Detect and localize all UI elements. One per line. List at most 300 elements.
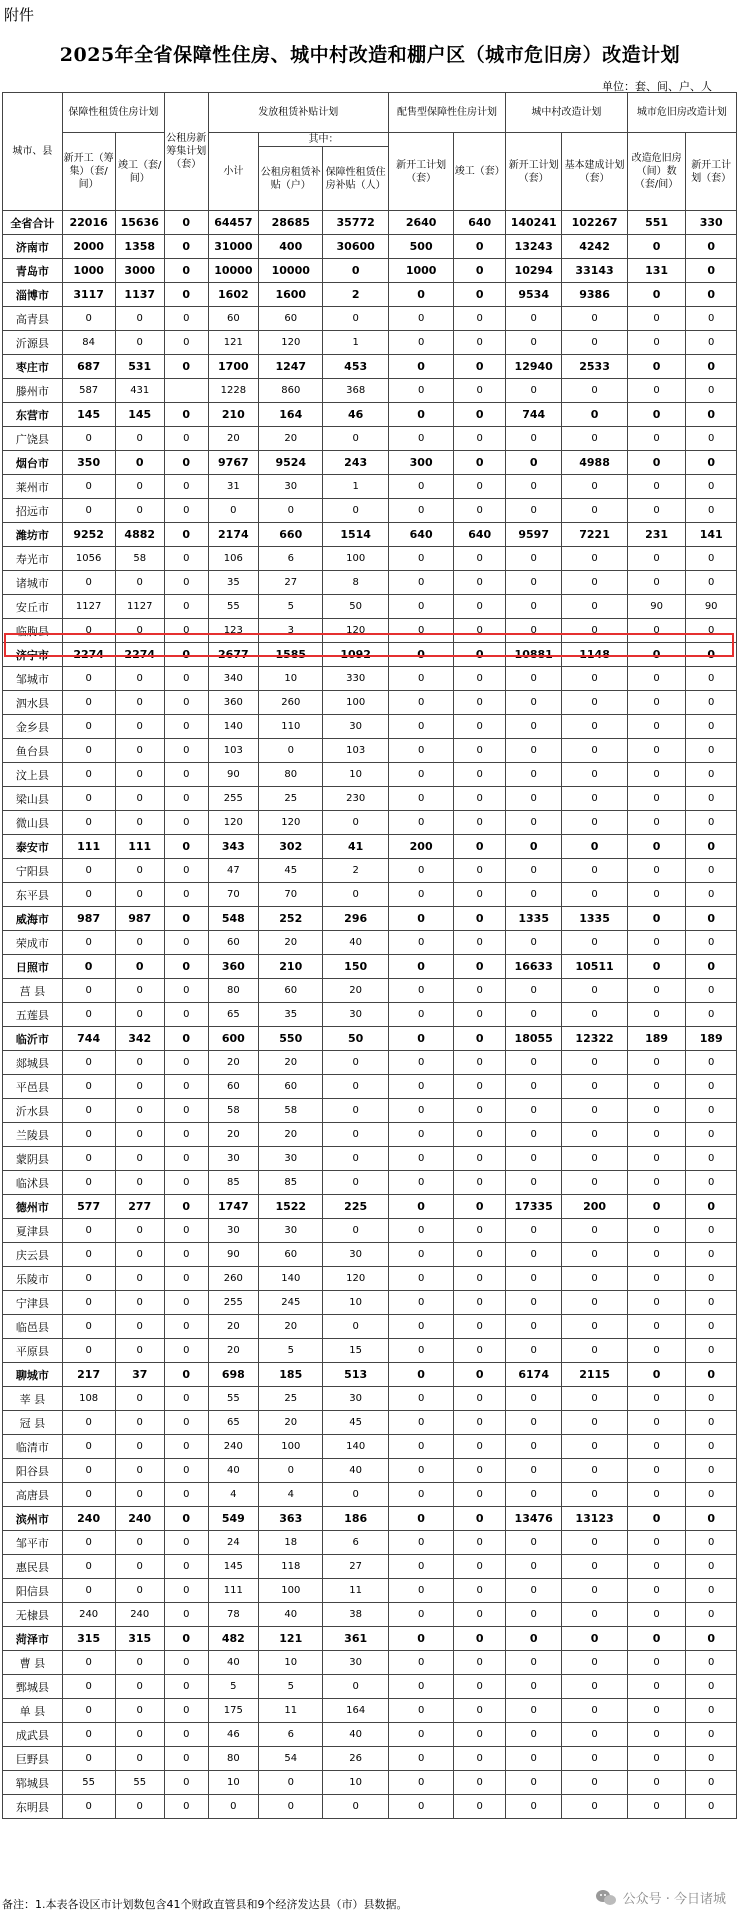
city-row: [3, 523, 737, 547]
subsidy-public-cell: 27: [259, 571, 323, 595]
rental-new-cell: 0: [62, 571, 115, 595]
old-num-cell: 0: [627, 1099, 686, 1123]
county-row: [3, 1411, 737, 1435]
old-new-cell: 0: [686, 1339, 737, 1363]
header-subsidy-public: 公租房租赁补贴（户）: [259, 147, 323, 211]
rental-new-cell: 0: [62, 667, 115, 691]
village-built-cell: 0: [562, 1051, 627, 1075]
old-new-cell: 0: [686, 763, 737, 787]
allot-done-cell: 0: [454, 667, 506, 691]
old-num-cell: 0: [627, 1411, 686, 1435]
village-built-cell: 0: [562, 1747, 627, 1771]
rental-done-cell: 0: [115, 1243, 164, 1267]
allot-new-cell: 0: [388, 1243, 453, 1267]
region-name-cell: 临沭县: [3, 1171, 63, 1195]
subsidy-public-cell: 1600: [259, 283, 323, 307]
village-new-cell: 0: [506, 1531, 562, 1555]
village-new-cell: 0: [506, 859, 562, 883]
allot-new-cell: 0: [388, 1387, 453, 1411]
old-new-cell: 0: [686, 1267, 737, 1291]
rental-done-cell: 0: [115, 739, 164, 763]
subsidy-public-cell: 60: [259, 307, 323, 331]
county-row: [3, 1675, 737, 1699]
public-new-cell: 0: [164, 1747, 208, 1771]
subsidy-total-cell: 1602: [208, 283, 259, 307]
rental-done-cell: 145: [115, 403, 164, 427]
region-name-cell: 济南市: [3, 235, 63, 259]
allot-done-cell: 0: [454, 1003, 506, 1027]
allot-done-cell: 0: [454, 691, 506, 715]
public-new-cell: 0: [164, 1339, 208, 1363]
allot-new-cell: 2640: [388, 211, 453, 235]
allot-new-cell: 0: [388, 1675, 453, 1699]
subsidy-total-cell: 90: [208, 763, 259, 787]
header-subsidy-total: 小计: [208, 133, 259, 211]
subsidy-total-cell: 2174: [208, 523, 259, 547]
county-row: [3, 1651, 737, 1675]
public-new-cell: 0: [164, 691, 208, 715]
rental-new-cell: 240: [62, 1603, 115, 1627]
allot-new-cell: 0: [388, 283, 453, 307]
old-num-cell: 0: [627, 427, 686, 451]
subsidy-public-cell: 20: [259, 1315, 323, 1339]
subsidy-rental-cell: 30: [323, 1387, 388, 1411]
county-row: [3, 1603, 737, 1627]
rental-done-cell: 0: [115, 811, 164, 835]
subsidy-total-cell: 1747: [208, 1195, 259, 1219]
region-name-cell: 乐陵市: [3, 1267, 63, 1291]
allot-done-cell: 0: [454, 235, 506, 259]
old-num-cell: 0: [627, 1435, 686, 1459]
village-new-cell: 0: [506, 1603, 562, 1627]
allot-new-cell: 0: [388, 1267, 453, 1291]
old-num-cell: 0: [627, 787, 686, 811]
old-num-cell: 0: [627, 1387, 686, 1411]
public-new-cell: 0: [164, 1459, 208, 1483]
allot-new-cell: 0: [388, 1363, 453, 1387]
header-old-new: 新开工计划（套）: [686, 133, 737, 211]
rental-new-cell: 0: [62, 1315, 115, 1339]
subsidy-total-cell: 343: [208, 835, 259, 859]
old-new-cell: 0: [686, 1411, 737, 1435]
county-row: [3, 1267, 737, 1291]
region-name-cell: 菏泽市: [3, 1627, 63, 1651]
subsidy-rental-cell: 0: [323, 1051, 388, 1075]
county-row: [3, 595, 737, 619]
region-name-cell: 郯城县: [3, 1051, 63, 1075]
subsidy-public-cell: 400: [259, 235, 323, 259]
county-row: [3, 1243, 737, 1267]
region-name-cell: 单 县: [3, 1699, 63, 1723]
header-village-group: 城中村改造计划: [506, 93, 628, 133]
rental-new-cell: 0: [62, 931, 115, 955]
subsidy-public-cell: 302: [259, 835, 323, 859]
allot-done-cell: 0: [454, 955, 506, 979]
village-built-cell: 0: [562, 1339, 627, 1363]
county-row: [3, 1795, 737, 1819]
allot-done-cell: 0: [454, 1171, 506, 1195]
rental-new-cell: 0: [62, 1435, 115, 1459]
old-num-cell: 0: [627, 811, 686, 835]
village-new-cell: 0: [506, 1147, 562, 1171]
subsidy-rental-cell: 30600: [323, 235, 388, 259]
region-name-cell: 威海市: [3, 907, 63, 931]
old-new-cell: 0: [686, 1651, 737, 1675]
subsidy-rental-cell: 26: [323, 1747, 388, 1771]
subsidy-rental-cell: 38: [323, 1603, 388, 1627]
public-new-cell: 0: [164, 979, 208, 1003]
county-row: [3, 787, 737, 811]
region-name-cell: 五莲县: [3, 1003, 63, 1027]
region-name-cell: 滨州市: [3, 1507, 63, 1531]
rental-done-cell: 0: [115, 427, 164, 451]
subsidy-rental-cell: 30: [323, 715, 388, 739]
public-new-cell: 0: [164, 451, 208, 475]
region-name-cell: 微山县: [3, 811, 63, 835]
village-built-cell: 0: [562, 619, 627, 643]
rental-done-cell: 0: [115, 1531, 164, 1555]
region-name-cell: 平原县: [3, 1339, 63, 1363]
allot-new-cell: 0: [388, 331, 453, 355]
county-row: [3, 379, 737, 403]
public-new-cell: 0: [164, 883, 208, 907]
village-new-cell: 0: [506, 427, 562, 451]
old-num-cell: 0: [627, 691, 686, 715]
allot-done-cell: 0: [454, 1123, 506, 1147]
old-num-cell: 0: [627, 1219, 686, 1243]
region-name-cell: 东明县: [3, 1795, 63, 1819]
subsidy-public-cell: 18: [259, 1531, 323, 1555]
public-new-cell: 0: [164, 907, 208, 931]
subsidy-public-cell: 30: [259, 475, 323, 499]
city-row: [3, 1363, 737, 1387]
village-new-cell: 0: [506, 1291, 562, 1315]
old-new-cell: 0: [686, 427, 737, 451]
subsidy-total-cell: 20: [208, 1051, 259, 1075]
region-name-cell: 夏津县: [3, 1219, 63, 1243]
allot-new-cell: 0: [388, 1123, 453, 1147]
subsidy-public-cell: 10: [259, 667, 323, 691]
allot-new-cell: 0: [388, 787, 453, 811]
public-new-cell: 0: [164, 763, 208, 787]
village-new-cell: 0: [506, 1219, 562, 1243]
rental-new-cell: 0: [62, 1243, 115, 1267]
region-name-cell: 金乡县: [3, 715, 63, 739]
village-new-cell: 0: [506, 691, 562, 715]
village-new-cell: 0: [506, 619, 562, 643]
county-row: [3, 1435, 737, 1459]
subsidy-public-cell: 0: [259, 1771, 323, 1795]
allot-done-cell: 0: [454, 931, 506, 955]
rental-new-cell: 744: [62, 1027, 115, 1051]
header-rental-new: 新开工（筹集）（套/间）: [62, 133, 115, 211]
subsidy-public-cell: 25: [259, 787, 323, 811]
village-built-cell: 12322: [562, 1027, 627, 1051]
allot-done-cell: 0: [454, 1051, 506, 1075]
public-new-cell: 0: [164, 1099, 208, 1123]
subsidy-public-cell: 10: [259, 1651, 323, 1675]
subsidy-public-cell: 60: [259, 1075, 323, 1099]
public-new-cell: 0: [164, 307, 208, 331]
village-built-cell: 0: [562, 787, 627, 811]
county-row: [3, 1555, 737, 1579]
subsidy-rental-cell: 225: [323, 1195, 388, 1219]
old-new-cell: 0: [686, 259, 737, 283]
rental-new-cell: 9252: [62, 523, 115, 547]
subsidy-rental-cell: 27: [323, 1555, 388, 1579]
allot-new-cell: 1000: [388, 259, 453, 283]
allot-done-cell: 0: [454, 1531, 506, 1555]
village-new-cell: 0: [506, 1651, 562, 1675]
subsidy-total-cell: 20: [208, 1315, 259, 1339]
region-name-cell: 潍坊市: [3, 523, 63, 547]
old-new-cell: 0: [686, 1051, 737, 1075]
allot-done-cell: 0: [454, 1027, 506, 1051]
rental-done-cell: 0: [115, 1747, 164, 1771]
subsidy-public-cell: 6: [259, 547, 323, 571]
subsidy-rental-cell: 0: [323, 1147, 388, 1171]
header-village-built: 基本建成计划（套）: [562, 133, 627, 211]
subsidy-rental-cell: 100: [323, 547, 388, 571]
old-num-cell: 0: [627, 1459, 686, 1483]
old-num-cell: 90: [627, 595, 686, 619]
old-new-cell: 0: [686, 547, 737, 571]
village-new-cell: 0: [506, 1411, 562, 1435]
rental-done-cell: 0: [115, 1555, 164, 1579]
village-new-cell: 744: [506, 403, 562, 427]
old-new-cell: 0: [686, 979, 737, 1003]
old-new-cell: 0: [686, 355, 737, 379]
old-new-cell: 0: [686, 1723, 737, 1747]
county-row: [3, 691, 737, 715]
village-new-cell: 13243: [506, 235, 562, 259]
old-num-cell: 0: [627, 499, 686, 523]
village-new-cell: 0: [506, 1387, 562, 1411]
rental-new-cell: 0: [62, 1555, 115, 1579]
region-name-cell: 莱州市: [3, 475, 63, 499]
total-row: [3, 211, 737, 235]
village-built-cell: 0: [562, 859, 627, 883]
watermark-text: 公众号 · 今日诸城: [622, 1892, 726, 1907]
village-new-cell: 0: [506, 475, 562, 499]
old-new-cell: 0: [686, 691, 737, 715]
subsidy-rental-cell: 0: [323, 811, 388, 835]
county-row: [3, 979, 737, 1003]
old-num-cell: 131: [627, 259, 686, 283]
allot-done-cell: 0: [454, 1483, 506, 1507]
allot-new-cell: 0: [388, 1099, 453, 1123]
village-new-cell: 16633: [506, 955, 562, 979]
subsidy-public-cell: 20: [259, 427, 323, 451]
allot-new-cell: 0: [388, 1291, 453, 1315]
village-new-cell: 6174: [506, 1363, 562, 1387]
subsidy-total-cell: 65: [208, 1003, 259, 1027]
allot-done-cell: 0: [454, 1627, 506, 1651]
rental-new-cell: 84: [62, 331, 115, 355]
rental-new-cell: 687: [62, 355, 115, 379]
old-new-cell: 0: [686, 1627, 737, 1651]
region-name-cell: 巨野县: [3, 1747, 63, 1771]
village-built-cell: 0: [562, 1387, 627, 1411]
county-row: [3, 931, 737, 955]
header-public-new: 公租房新筹集计划（套）: [164, 93, 208, 211]
table-header: [3, 93, 737, 211]
allot-new-cell: 0: [388, 955, 453, 979]
region-name-cell: 曹 县: [3, 1651, 63, 1675]
subsidy-total-cell: 2677: [208, 643, 259, 667]
old-new-cell: 0: [686, 1291, 737, 1315]
allot-done-cell: 0: [454, 1363, 506, 1387]
rental-new-cell: 0: [62, 1411, 115, 1435]
county-row: [3, 331, 737, 355]
county-row: [3, 1699, 737, 1723]
public-new-cell: 0: [164, 1315, 208, 1339]
allot-new-cell: 0: [388, 571, 453, 595]
old-new-cell: 0: [686, 1747, 737, 1771]
village-new-cell: 0: [506, 1699, 562, 1723]
public-new-cell: 0: [164, 1531, 208, 1555]
subsidy-public-cell: 1522: [259, 1195, 323, 1219]
village-built-cell: 0: [562, 1627, 627, 1651]
subsidy-public-cell: 20: [259, 1051, 323, 1075]
old-new-cell: 0: [686, 1771, 737, 1795]
old-num-cell: 0: [627, 307, 686, 331]
region-name-cell: 临邑县: [3, 1315, 63, 1339]
subsidy-total-cell: 548: [208, 907, 259, 931]
subsidy-total-cell: 47: [208, 859, 259, 883]
allot-new-cell: 0: [388, 1411, 453, 1435]
old-num-cell: 0: [627, 739, 686, 763]
old-num-cell: 0: [627, 907, 686, 931]
subsidy-public-cell: 35: [259, 1003, 323, 1027]
city-row: [3, 955, 737, 979]
rental-done-cell: 0: [115, 619, 164, 643]
subsidy-rental-cell: 1092: [323, 643, 388, 667]
old-num-cell: 0: [627, 355, 686, 379]
old-new-cell: 0: [686, 1075, 737, 1099]
rental-done-cell: 0: [115, 1435, 164, 1459]
allot-done-cell: 0: [454, 1435, 506, 1459]
public-new-cell: 0: [164, 1651, 208, 1675]
county-row: [3, 715, 737, 739]
old-num-cell: 0: [627, 1507, 686, 1531]
subsidy-rental-cell: 40: [323, 1459, 388, 1483]
old-new-cell: 0: [686, 955, 737, 979]
region-name-cell: 淄博市: [3, 283, 63, 307]
old-num-cell: 0: [627, 235, 686, 259]
public-new-cell: 0: [164, 1243, 208, 1267]
rental-done-cell: 0: [115, 1099, 164, 1123]
public-new-cell: 0: [164, 571, 208, 595]
old-num-cell: 0: [627, 283, 686, 307]
old-num-cell: 0: [627, 667, 686, 691]
allot-new-cell: 0: [388, 1699, 453, 1723]
public-new-cell: 0: [164, 331, 208, 355]
subsidy-rental-cell: 40: [323, 931, 388, 955]
county-row: [3, 1147, 737, 1171]
county-row: [3, 811, 737, 835]
subsidy-total-cell: 4: [208, 1483, 259, 1507]
region-name-cell: 青岛市: [3, 259, 63, 283]
village-new-cell: 0: [506, 1579, 562, 1603]
old-num-cell: 0: [627, 763, 686, 787]
allot-new-cell: 0: [388, 1339, 453, 1363]
subsidy-total-cell: 20: [208, 1123, 259, 1147]
old-new-cell: 0: [686, 1699, 737, 1723]
old-num-cell: 0: [627, 1075, 686, 1099]
public-new-cell: 0: [164, 1435, 208, 1459]
old-num-cell: 0: [627, 1531, 686, 1555]
subsidy-total-cell: 140: [208, 715, 259, 739]
village-built-cell: 1335: [562, 907, 627, 931]
old-new-cell: 0: [686, 787, 737, 811]
subsidy-total-cell: 123: [208, 619, 259, 643]
county-row: [3, 1099, 737, 1123]
rental-done-cell: 431: [115, 379, 164, 403]
old-num-cell: 0: [627, 1747, 686, 1771]
subsidy-rental-cell: 6: [323, 1531, 388, 1555]
public-new-cell: 0: [164, 1363, 208, 1387]
allot-new-cell: 300: [388, 451, 453, 475]
public-new-cell: 0: [164, 355, 208, 379]
subsidy-rental-cell: 453: [323, 355, 388, 379]
subsidy-public-cell: 28685: [259, 211, 323, 235]
village-new-cell: 0: [506, 595, 562, 619]
subsidy-total-cell: 64457: [208, 211, 259, 235]
allot-done-cell: 0: [454, 379, 506, 403]
rental-new-cell: 0: [62, 811, 115, 835]
village-built-cell: 0: [562, 1651, 627, 1675]
old-num-cell: 0: [627, 1723, 686, 1747]
old-num-cell: 0: [627, 1699, 686, 1723]
rental-done-cell: 0: [115, 1387, 164, 1411]
subsidy-rental-cell: 50: [323, 1027, 388, 1051]
old-new-cell: 0: [686, 835, 737, 859]
subsidy-public-cell: 660: [259, 523, 323, 547]
rental-new-cell: 0: [62, 1795, 115, 1819]
header-rental-group: 保障性租赁住房计划: [62, 93, 164, 133]
old-new-cell: 0: [686, 379, 737, 403]
subsidy-total-cell: 103: [208, 739, 259, 763]
county-row: [3, 427, 737, 451]
subsidy-rental-cell: 330: [323, 667, 388, 691]
county-row: [3, 1003, 737, 1027]
county-row: [3, 1075, 737, 1099]
old-new-cell: 0: [686, 571, 737, 595]
subsidy-total-cell: 360: [208, 955, 259, 979]
old-num-cell: 0: [627, 1363, 686, 1387]
rental-done-cell: 0: [115, 1171, 164, 1195]
village-new-cell: 0: [506, 1771, 562, 1795]
old-num-cell: 0: [627, 1171, 686, 1195]
region-name-cell: 无棣县: [3, 1603, 63, 1627]
region-name-cell: 沂水县: [3, 1099, 63, 1123]
rental-new-cell: 0: [62, 1219, 115, 1243]
subsidy-rental-cell: 30: [323, 1651, 388, 1675]
allot-new-cell: 0: [388, 883, 453, 907]
public-new-cell: 0: [164, 811, 208, 835]
subsidy-public-cell: 25: [259, 1387, 323, 1411]
rental-new-cell: 0: [62, 475, 115, 499]
rental-new-cell: 0: [62, 1339, 115, 1363]
subsidy-public-cell: 0: [259, 1459, 323, 1483]
subsidy-public-cell: 30: [259, 1219, 323, 1243]
rental-done-cell: 0: [115, 1411, 164, 1435]
subsidy-total-cell: 260: [208, 1267, 259, 1291]
subsidy-total-cell: 1228: [208, 379, 259, 403]
subsidy-public-cell: 54: [259, 1747, 323, 1771]
village-new-cell: 0: [506, 379, 562, 403]
